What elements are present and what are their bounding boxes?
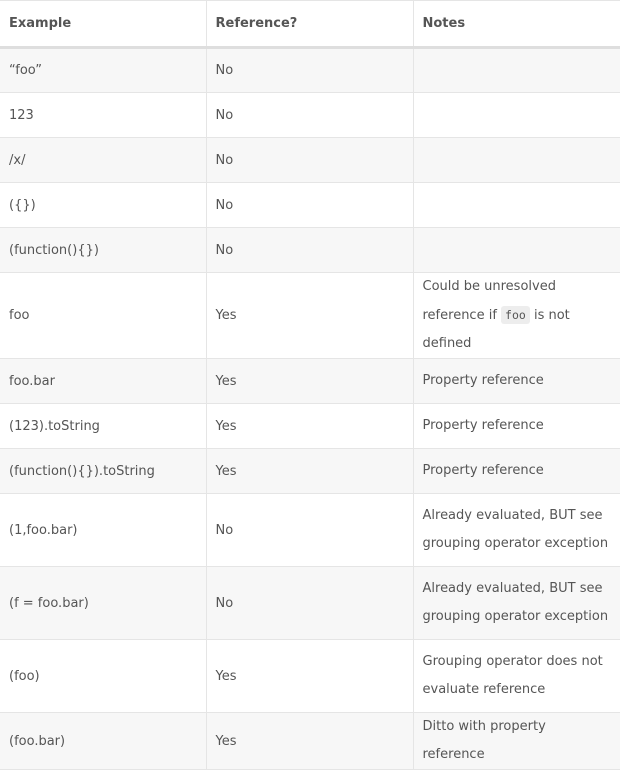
example-cell: (f = foo.bar) xyxy=(0,567,206,640)
example-cell: “foo” xyxy=(0,48,206,93)
header-reference: Reference? xyxy=(206,1,413,48)
example-cell: 123 xyxy=(0,93,206,138)
table-row xyxy=(0,228,620,273)
example-cell: /x/ xyxy=(0,138,206,183)
reference-cell: No xyxy=(206,228,413,273)
table-row xyxy=(0,640,620,713)
table-row xyxy=(0,449,620,494)
example-cell: (123).toString xyxy=(0,404,206,449)
reference-cell: No xyxy=(206,48,413,93)
notes-cell xyxy=(413,138,620,183)
notes-cell: Grouping operator does not evaluate reference xyxy=(422,654,603,697)
notes-cell: Property reference xyxy=(422,373,544,388)
example-cell: (function(){}) xyxy=(0,228,206,273)
reference-cell: Yes xyxy=(206,404,413,449)
table-row xyxy=(0,183,620,228)
table-row xyxy=(0,138,620,183)
table-header xyxy=(0,1,620,48)
reference-cell: Yes xyxy=(206,713,413,770)
table-row xyxy=(0,567,620,640)
example-cell: (function(){}).toString xyxy=(0,449,206,494)
header-notes: Notes xyxy=(413,1,620,48)
example-cell: ({}) xyxy=(0,183,206,228)
table-row xyxy=(0,404,620,449)
reference-cell: Yes xyxy=(206,449,413,494)
notes-cell: Property reference xyxy=(422,463,544,478)
header-example: Example xyxy=(0,1,206,48)
reference-cell: Yes xyxy=(206,273,413,359)
table-body xyxy=(0,48,620,770)
table-row xyxy=(0,713,620,770)
reference-cell: No xyxy=(206,183,413,228)
example-cell: foo.bar xyxy=(0,359,206,404)
notes-cell: Ditto with property reference xyxy=(422,719,546,762)
example-cell: (1,foo.bar) xyxy=(0,494,206,567)
notes-cell xyxy=(413,273,620,359)
example-cell: foo xyxy=(0,273,206,359)
notes-cell xyxy=(413,48,620,93)
reference-cell: No xyxy=(206,494,413,567)
notes-cell xyxy=(413,228,620,273)
notes-cell xyxy=(413,183,620,228)
reference-cell: No xyxy=(206,93,413,138)
table-row xyxy=(0,273,620,359)
table-row xyxy=(0,93,620,138)
reference-cell: No xyxy=(206,138,413,183)
reference-cell: No xyxy=(206,567,413,640)
table-row xyxy=(0,48,620,93)
reference-cell: Yes xyxy=(206,359,413,404)
inline-code: foo xyxy=(501,306,530,324)
table-row xyxy=(0,494,620,567)
notes-cell: Already evaluated, BUT see grouping operator exception xyxy=(422,581,609,624)
header-row xyxy=(0,1,620,48)
notes-cell xyxy=(413,93,620,138)
table-row xyxy=(0,359,620,404)
notes-text: Could be unresolved reference if xyxy=(422,279,556,323)
notes-cell: Already evaluated, BUT see grouping operator exception xyxy=(422,508,609,551)
notes-cell: Property reference xyxy=(422,418,544,433)
example-cell: (foo.bar) xyxy=(0,713,206,770)
notes-text: is not defined xyxy=(422,308,570,351)
reference-cell: Yes xyxy=(206,640,413,713)
example-cell: (foo) xyxy=(0,640,206,713)
